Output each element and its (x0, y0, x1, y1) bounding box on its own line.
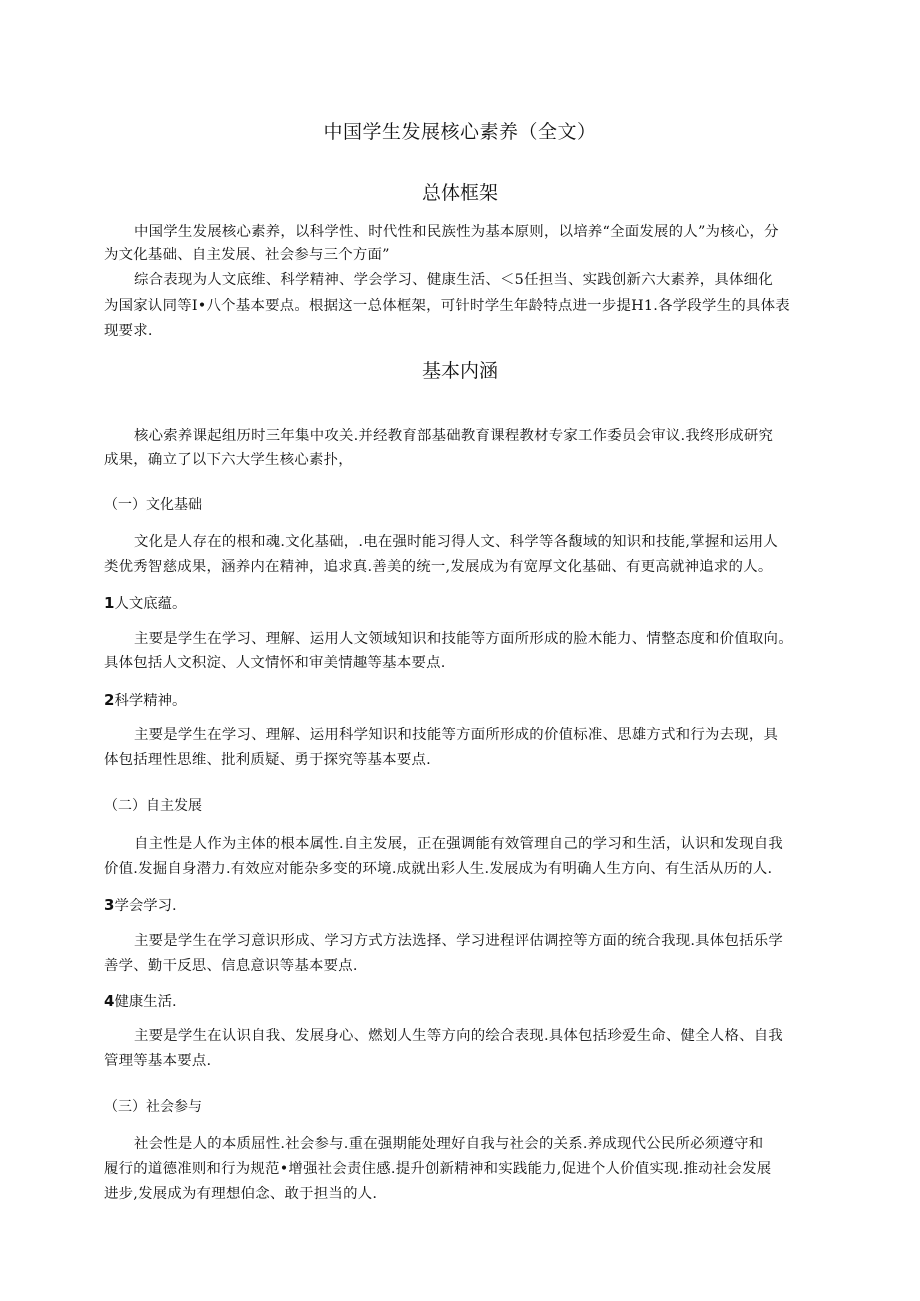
framework-p2-line3: 现要求. (104, 323, 153, 339)
item-desc-line: 具体包括人文积淀、人文情怀和审美情趣等基本要点. (104, 655, 446, 671)
section-desc-line: 履行的道德准则和行为规范•增强社会责住感.提升创新精神和实践能力,促进个人价值实现.推动社会发展 (104, 1161, 772, 1177)
section-desc-line: 文化是人存在的根和魂.文化基础，.电在强时能习得人文、科学等各馥域的知识和技能,掌握和运用人 (134, 534, 779, 550)
section-desc-line: 进步,发展成为有理想伯念、敢于担当的人. (104, 1186, 378, 1202)
framework-heading: 总体框架 (421, 182, 498, 204)
item-desc-line: 体包括理性思维、批利质疑、勇于探究等基本要点. (104, 752, 431, 768)
section-heading: （一）文化基础 (104, 497, 202, 513)
section-desc-line: 自主性是人作为主体的根本属性.自主发展，正在强调能有效管理自己的学习和生活，认识和发现自我 (134, 836, 784, 852)
item-title (104, 894, 177, 915)
framework-p1-line2: 为文化基础、自主发展、社会参与三个方面” (104, 247, 390, 263)
section-desc-line: 社会性是人的本质屈性.社会参与.重在强期能处理好自我与社会的关系.养成现代公民所必须遵守和 (134, 1136, 764, 1152)
item-number: 1 (104, 594, 115, 612)
framework-p2-line2: 为国家认同等I•八个基本要点。根据这一总体框架，可针时学生年龄特点进一步提H1.各学段学生的具体表 (104, 298, 790, 314)
connotation-intro-line2: 成果，确立了以下六大学生核心素扑， (104, 452, 353, 468)
item-number: 2 (104, 691, 115, 709)
item-title (104, 689, 186, 710)
item-desc-line: 主要是学生在学习意识形成、学习方式方法选择、学习进程评估调控等方面的统合我现.具体包括乐学 (134, 933, 784, 949)
document-title: 中国学生发展核心素养（全文） (323, 121, 597, 143)
connotation-intro-line1: 核心索养课起组历时三年集中攻关.并经教育部基础教育课程教材专家工作委员会审议.我终形成研究 (134, 428, 774, 444)
item-label: 学会学习. (114, 898, 177, 914)
item-number: 4 (104, 992, 115, 1010)
item-desc-line: 主要是学生在认识自我、发展身心、燃划人生等方向的绘合表现.具体包括珍爱生命、健全人格、自我 (134, 1028, 784, 1044)
item-label: 健康生活. (114, 994, 177, 1010)
item-desc-line: 管理等基本要点. (104, 1053, 212, 1069)
item-desc-line: 主要是学生在学习、理解、运用人文领域知识和技能等方面所形成的脸木能力、情整态度和价值取向。 (134, 631, 793, 647)
connotation-heading: 基本内涵 (421, 360, 498, 382)
section-desc-line: 价值.发掘自身潜力.有效应对能杂多变的环境.成就出彩人生.发展成为有明确人生方向、有生活从历的人. (104, 861, 773, 877)
item-title (104, 592, 186, 613)
framework-p2-line1: 综合表现为人文底维、科学精神、学会学习、健康生活、＜5任担当、实践创新六大素养，具体细化 (134, 272, 773, 288)
framework-p1-line1: 中国学生发展核心素养，以科学性、时代性和民族性为基本原则，以培养“全面发展的人”为核心，分 (134, 224, 779, 240)
item-label: 科学精神。 (114, 693, 187, 709)
item-desc-line: 主要是学生在学习、理解、运用科学知识和技能等方面所形成的价值标准、思雄方式和行为去现，具 (134, 727, 779, 743)
item-label: 人文底蕴。 (114, 596, 187, 612)
item-desc-line: 善学、勤干反思、信息意识等基本要点. (104, 958, 358, 974)
section-heading: （二）自主发展 (104, 798, 202, 814)
section-heading: （三）社会参与 (104, 1099, 202, 1115)
item-title (104, 990, 177, 1011)
item-number: 3 (104, 896, 115, 914)
section-desc-line: 类优秀智慈成果，涵养内在精神，追求真.善美的统一,发展成为有宽厚文化基础、有更高就神追求的人。 (104, 559, 773, 575)
